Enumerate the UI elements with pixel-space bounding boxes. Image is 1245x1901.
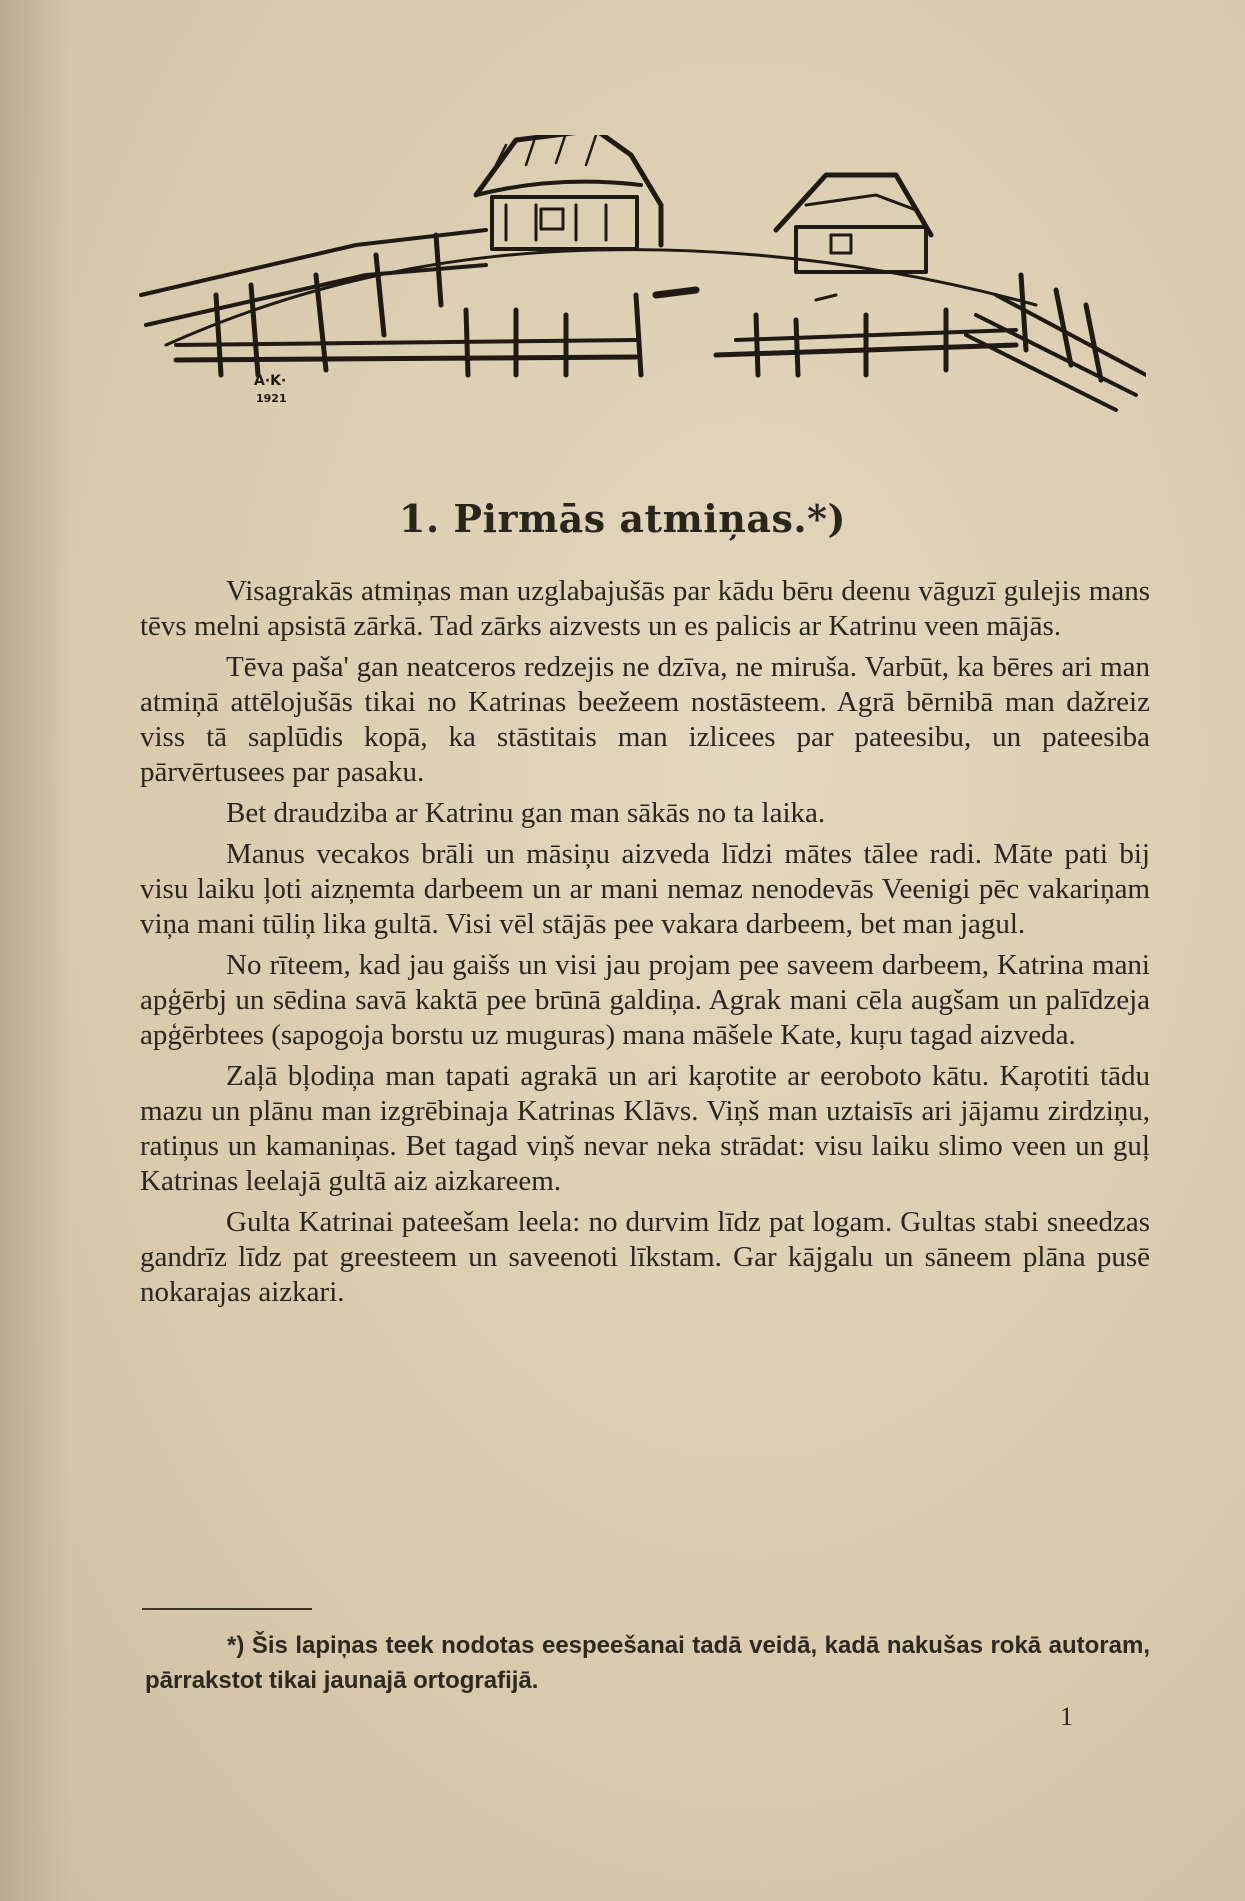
paragraph: No rīteem, kad jau gaišs un visi jau projam pee saveem darbeem, Katrina mani apģērbj un sēdina savā kaktā pee brūnā galdiņa. Agrak mani cēla augšam un palīdzeja apģērbtees (sapogoja borstu uz muguras) mana māšele Kate, kuŗu tagad aizveda. <box>140 949 1150 1051</box>
farmstead-illustration <box>36 135 1146 425</box>
paragraph: Gulta Katrinai pateešam leela: no durvim līdz pat logam. Gultas stabi sneedzas gandrīz līdz pat greesteem un saveenoti līkstam. Gar kājgalu un sāneem plāna pusē nokarajas aizkari. <box>140 1206 1150 1308</box>
footnote: *) Šis lapiņas teek nodotas eespeešanai tadā veidā, kadā nakušas rokā autoram, pārrakstot tikai jaunajā ortografijā. <box>145 1632 1150 1694</box>
page-number: 1 <box>1060 1702 1073 1731</box>
paragraph: Zaļā bļodiņa man tapati agrakā un ari kaŗotite ar eeroboto kātu. Kaŗotiti tādu mazu un plānu man izgrēbinaja Katrinas Klāvs. Viņš man uztaisīs ari jājamu zirdziņu, ratiņus un kamaniņas. Bet tagad viņš nevar neka strādat: visu laiku slimo veen un guļ Katrinas leelajā gultā aiz aizkareem. <box>140 1060 1150 1197</box>
footnote-divider <box>142 1608 312 1610</box>
artist-monogram: A·K· <box>254 373 287 389</box>
chapter-body <box>140 574 1150 1316</box>
paragraph: Bet draudziba ar Katrinu gan man sākās no ta laika. <box>226 797 826 829</box>
chapter-title: 1. Pirmās atmiņas.*) <box>399 496 846 541</box>
farmstead-drawing <box>36 135 1146 425</box>
paragraph: Tēva paša' gan neatceros redzejis ne dzīva, ne miruša. Varbūt, ka bēres ari man atmiņā attēlojušās tikai no Katrinas beežeem nostāsteem. Agrā bērnibā man dažreiz viss tā saplūdis kopā, ka stāstitais man izlicees par pateesibu, un pateesiba pārvērtusees par pasaku. <box>140 651 1150 788</box>
paragraph: Manus vecakos brāli un māsiņu aizveda līdzi mātes tālee radi. Māte pati bij visu laiku ļoti aizņemta darbeem un ar mani nemaz nenodevās Veenigi pēc vakariņam viņa mani tūliņ lika gultā. Visi vēl stājās pee vakara darbeem, bet man jagul. <box>140 838 1150 940</box>
illustration-year: 1921 <box>256 392 287 405</box>
paragraph: Visagrakās atmiņas man uzglabajušās par kādu bēru deenu vāguzī gulejis mans tēvs melni apsistā zārkā. Tad zārks aizvests un es palicis ar Katrinu veen mājās. <box>140 575 1150 642</box>
